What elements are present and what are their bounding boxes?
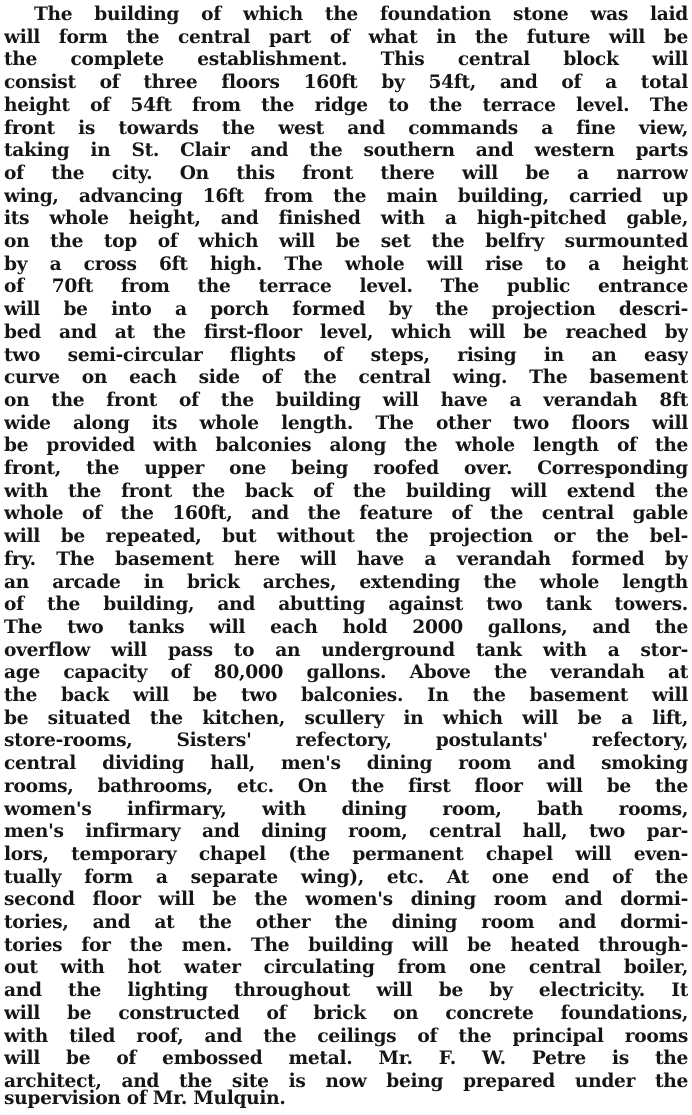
article-line: and the lighting throughout will be by electricity. It <box>4 980 688 1002</box>
article-line: consist of three floors 160ft by 54ft, and of a total <box>4 72 688 94</box>
article-line: bed and at the first-floor level, which will be reached by <box>4 321 688 343</box>
article-line: will be of embossed metal. Mr. F. W. Petre is the <box>4 1048 688 1070</box>
article-line: with tiled roof, and the ceilings of the principal rooms <box>4 1025 688 1047</box>
article-line: an arcade in brick arches, extending the whole length <box>4 571 688 593</box>
article-line: will form the central part of what in the future will be <box>4 26 688 48</box>
article-line: of 70ft from the terrace level. The public entrance <box>4 276 688 298</box>
article-line: on the front of the building will have a verandah 8ft <box>4 389 688 411</box>
article-line: women's infirmary, with dining room, bath rooms, <box>4 798 688 820</box>
article-line: The building of which the foundation stone was laid <box>34 4 688 25</box>
article-line: of the building, and abutting against two tank towers. <box>4 594 688 616</box>
article-line: second floor will be the women's dining room and dormi- <box>4 889 688 911</box>
article-line: wide along its whole length. The other two floors will <box>4 412 688 434</box>
article-line: out with hot water circulating from one central boiler, <box>4 957 688 979</box>
article-line: with the front the back of the building will extend the <box>4 480 688 502</box>
article-line: front is towards the west and commands a fine view, <box>4 117 688 139</box>
article-line: be situated the kitchen, scullery in which will be a lift, <box>4 707 688 729</box>
article-line: whole of the 160ft, and the feature of the central gable <box>4 503 688 525</box>
article-line: two semi-circular flights of steps, rising in an easy <box>4 344 688 366</box>
article-line: wing, advancing 16ft from the main building, carried up <box>4 185 688 207</box>
newspaper-clipping <box>4 3 688 1111</box>
article-line: of the city. On this front there will be a narrow <box>4 162 688 184</box>
article-line: tories, and at the other the dining room and dormi- <box>4 912 688 933</box>
article-line: the complete establishment. This central block will <box>4 49 688 71</box>
article-line: overflow will pass to an underground tank with a stor- <box>4 639 688 661</box>
article-line: height of 54ft from the ridge to the terrace level. The <box>4 94 688 116</box>
article-line: the back will be two balconies. In the basement will <box>4 685 688 706</box>
article-line: supervision of Mr. Mulquin. <box>4 1088 286 1109</box>
article-line: rooms, bathrooms, etc. On the first floor will be the <box>4 775 688 797</box>
article-line: men's infirmary and dining room, central hall, two par- <box>4 821 688 843</box>
article-line: age capacity of 80,000 gallons. Above the verandah at <box>4 662 688 684</box>
article-line: The two tanks will each hold 2000 gallons, and the <box>4 616 688 638</box>
article-line: curve on each side of the central wing. The basement <box>4 367 688 389</box>
article-line: store-rooms, Sisters' refectory, postulants' refectory, <box>4 730 688 752</box>
article-line: will be into a porch formed by the projection descri- <box>4 299 688 321</box>
article-line: tories for the men. The building will be heated through- <box>4 934 688 956</box>
article-line: front, the upper one being roofed over. Corresponding <box>4 458 688 479</box>
article-line: taking in St. Clair and the southern and western parts <box>4 140 688 162</box>
article-line: its whole height, and finished with a high-pitched gable, <box>4 208 688 230</box>
article-line: will be repeated, but without the projection or the bel- <box>4 526 688 548</box>
article-line: central dividing hall, men's dining room and smoking <box>4 753 688 775</box>
article-line: be provided with balconies along the whole length of the <box>4 435 688 457</box>
article-line: will be constructed of brick on concrete foundations, <box>4 1002 688 1024</box>
article-line: on the top of which will be set the belfry surmounted <box>4 231 688 252</box>
article-line: tually form a separate wing), etc. At one end of the <box>4 866 688 888</box>
article-line: architect, and the site is now being prepared under the <box>4 1070 688 1092</box>
article-line: lors, temporary chapel (the permanent chapel will even- <box>4 843 688 865</box>
article-line: by a cross 6ft high. The whole will rise to a height <box>4 253 688 275</box>
article-line: fry. The basement here will have a verandah formed by <box>4 548 688 570</box>
